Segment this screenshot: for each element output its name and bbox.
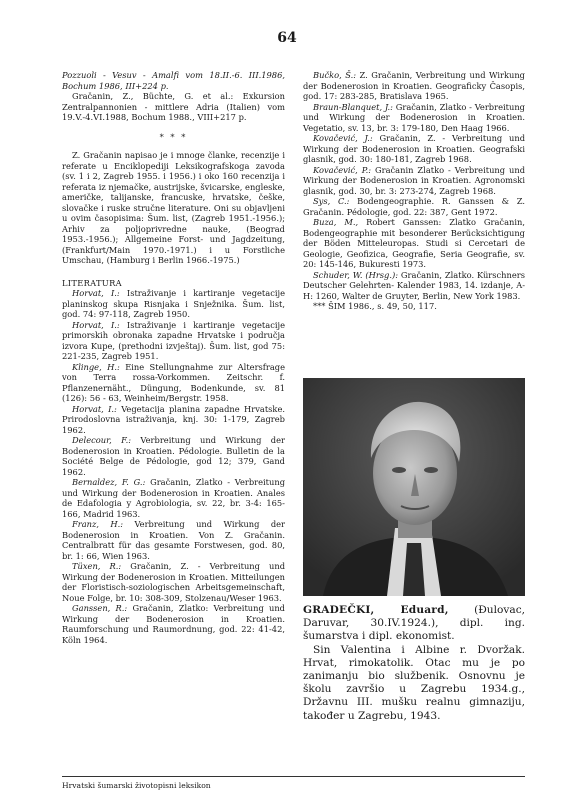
reference-text: Bodengeographie. R. Ganssen & Z. Gračanin. Pédologie, god. 22: 387, Gent 1972.	[303, 196, 526, 217]
reference-author: Kovačević, P.:	[313, 164, 372, 175]
reference-entry	[62, 320, 285, 362]
bio-intro	[303, 604, 525, 644]
reference-text: Gračanin, Z. - Verbreitung und Wirkung der Bodenerosion in Kroatien. Geografski glasnik, god. 30: 180-181, Zagreb 1968.	[303, 133, 526, 164]
reference-author: Horvat, I.:	[72, 288, 120, 298]
reference-author: Horvat, I.:	[72, 403, 117, 414]
reference-text: Gračanin, Zlatko - Verbreitung und Wirkung der Bodenerosion in Kroatien. Anales de Edafologia y Agrobiologia, sv. 22, br. 3-4: 165-166, Madrid 1963.	[62, 477, 286, 519]
literatura-heading: LITERATURA	[62, 277, 122, 288]
reference-entry	[303, 102, 525, 134]
reference-author: Horvat, I.:	[72, 319, 120, 330]
reference-entry	[62, 435, 285, 477]
reference-entry	[62, 362, 285, 404]
reference-text: Gračanin, Zlatko: Verbreitung und Wirkung der Bodenerosion in Kroatien. Raumforschung und Raumordnung, god. 22: 41-42, Köln 1964.	[62, 603, 285, 645]
reference-entry	[303, 196, 525, 217]
reference-author: Tüxen, R.:	[72, 561, 122, 571]
reference-entry	[62, 519, 285, 561]
reference-author: Kovačević, J.:	[313, 133, 373, 143]
left-entry: Gračanin, Z., Büchte, G. et al.: Exkursion Zentralpannonien - mittlere Adria (Italien) vom 19.V.-4.VI.1988, Bochum 1988., VIII+217 p.	[62, 91, 285, 122]
section-separator: * * *	[159, 131, 188, 142]
bio-text: Sin Valentina i Albine r. Dvoržak. Hrvat, rimokatolik. Otac mu je po zanimanju bio službenik. Osnovnu je školu završio u Zagrebu 1934.g., Državnu III. mušku realnu gimnaziju, također u Zagrebu, 1943.	[303, 643, 525, 722]
reference-text: Gračanin, Z. - Verbreitung und Wirkung der Bodenerosion in Kroatien. Mitteilungen der Floristisch-soziologischen Arbeitsgemeinschaft, Noue Folge, br. 10: 308-309, Stolzenau/Weser 1963.	[62, 561, 286, 603]
reference-entry	[62, 477, 285, 519]
reference-text: Verbreitung und Wirkung der Bodenerosion in Kroatien. Von Z. Gračanin. Centralbratt für das gesamte Forstwesen, god. 80, br. 1: 66, Wien 1963.	[62, 519, 286, 561]
reference-entry	[303, 270, 525, 302]
biography-entry	[303, 604, 525, 723]
left-entry: Pozzuoli - Vesuv - Amalfi vom 18.II.-6. III.1986, Bochum 1986, III+224 p.	[62, 70, 285, 91]
reference-author: Bernaldez, F. G.:	[72, 477, 146, 487]
reference-entry	[303, 217, 525, 270]
reference-author: Klinge, H.:	[72, 361, 120, 372]
reference-author: Braun-Blanquet, J.:	[313, 101, 393, 112]
page-number: 64	[277, 30, 297, 46]
reference-entry	[303, 133, 525, 165]
right-column	[303, 70, 525, 312]
reference-text: Vegetacija planina zapadne Hrvatske. Prirodoslovna istraživanja, knj. 30: 1-179, Zagreb 1962.	[62, 403, 286, 435]
reference-text: Z. Gračanin, Verbreitung und Wirkung der Bodenerosion in Kroatien. Geograficky Časopis, god. 17: 283-285, Bratislava 1965.	[303, 70, 525, 101]
reference-author: Sys, C.:	[313, 196, 350, 206]
left-paragraph: Z. Gračanin napisao je i mnoge članke, recenzije i referate u Enciklopediji Leksikografskoga zavoda (sv. 1 i 2, Zagreb 1955. i 1956.) i oko 160 recenzija i referata iz njemačke, austrijske, švicarske, engleske, američke, talijanske, francuske, hrvatske, češke, slovačke i ruske stručne literature. Oni su objavljeni u ovim časopisima: Šum. list, (Zagreb 1951.-1956.); Arhiv za poljoprivredne nauke, (Beograd 1953.-1956.); Allgemeine Forst- und Jagdzeitung, (Frankfurt/Main 1970.-1971.) i u Forstliche Umschau, (Hamburg i Berlin 1966.-1975.)	[62, 150, 285, 265]
reference-text: Eine Stellungnahme zur Altersfrage von Terra rossa-Vorkommen. Zeitschr. f. Pflanzenernäht., Düngung, Bodenkunde, sv. 81 (126): 56 - 63, Weinheim/Bergstr. 1958.	[62, 361, 285, 403]
reference-text: Istraživanje i kartiranje vegetacije primorskih obronaka zapadne Hrvatske i područja izvora Kupe, (prethodni izvještaj). Šum. list, god 75: 221-235, Zagreb 1951.	[62, 319, 285, 361]
reference-text: Verbreitung und Wirkung der Bodenerosion in Kroatien. Pédologie. Bulletin de la Société Belge de Pédologie, god 12; 379, Gand 1962.	[62, 435, 285, 477]
portrait-photo	[303, 378, 525, 596]
reference-author: Buza, M.,	[313, 217, 359, 227]
left-reference-list	[62, 288, 285, 645]
closing-note: *** ŠIM 1986., s. 49, 50, 117.	[313, 301, 437, 311]
reference-author: Ganssen, R.:	[72, 603, 128, 613]
right-reference-list	[303, 70, 525, 301]
reference-text: Gračanin Zlatko - Verbreitung und Wirkung der Bodenerosion in Kroatien. Agronomski glasnik, god. 30, br. 3: 273-274, Zagreb 1968.	[303, 164, 526, 196]
left-column	[62, 70, 285, 645]
reference-entry	[303, 70, 525, 102]
reference-entry	[62, 561, 285, 603]
reference-text: Robert Ganssen: Zlatko Gračanin, Bodengeographie mit besonderer Berücksichtigung der Böden Mitteleuropas. Studi si Cercetari de Geologie, Geofizica, Geografie, Seria Geografie, sv. 20: 145-146, Bukuresti 1973.	[303, 217, 525, 269]
footer-divider	[62, 776, 525, 777]
bio-intro-text: (Đulovac, Daruvar, 30.IV.1924.), dipl. ing. šumarstva i dipl. ekonomist.	[303, 604, 525, 643]
reference-entry	[62, 288, 285, 320]
reference-author: Schuder, W. (Hrsg.):	[313, 269, 399, 280]
portrait-image	[303, 378, 525, 596]
reference-entry	[62, 404, 285, 436]
reference-author: Bučko, Š.:	[313, 70, 357, 80]
reference-author: Delecour, F.:	[72, 435, 132, 445]
footer-title: Hrvatski šumarski životopisni leksikon	[62, 781, 211, 790]
bio-name: GRADEČKI, Eduard,	[303, 604, 449, 616]
reference-text: Gračanin, Zlatko - Verbreitung und Wirkung der Bodenerosion in Kroatien. Vegetatio, sv. 13, br. 3: 179-180, Den Haag 1966.	[303, 101, 525, 133]
reference-text: Gračanin, Zlatko. Kürschners Deutscher Gelehrten- Kalender 1983, 14. izdanje, A-H: 1260, Walter de Gruyter, Berlin, New York 1983.	[303, 269, 525, 301]
reference-author: Franz, H.:	[72, 519, 124, 529]
reference-entry	[62, 603, 285, 645]
reference-entry	[303, 165, 525, 197]
reference-text: Istraživanje i kartiranje vegetacije planinskog skupa Risnjaka i Snježnika. Šum. list, god. 74: 97-118, Zagreb 1950.	[62, 288, 285, 319]
